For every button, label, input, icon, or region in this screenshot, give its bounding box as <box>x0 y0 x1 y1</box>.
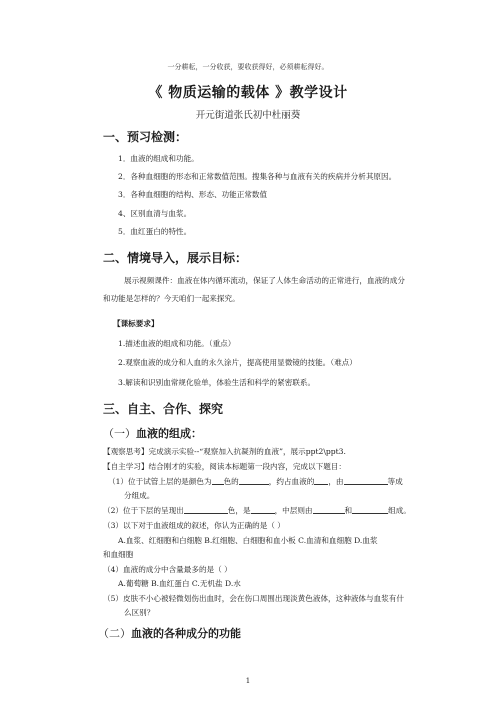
subsection-title <box>103 425 202 441</box>
answer-blank[interactable] <box>344 476 388 485</box>
section1-item: 1．血液的组成和功能。 <box>118 154 199 163</box>
section1-item: 2．各种血细胞的形态和正常数值范围。搜集各种与血液有关的疾病并分析其原因。 <box>118 172 397 181</box>
question-1-cont: 分组成。 <box>124 491 155 500</box>
question-2: （2）位于下层的呈现出 色，是 ，中层则由 和 组成。 <box>103 506 411 515</box>
answer-blank[interactable] <box>212 476 224 485</box>
subsection-prefix: （二） <box>98 627 131 640</box>
answer-blank[interactable] <box>314 476 328 485</box>
question-5: （5）皮肤不小心被轻微划伤出血时，会在伤口周围出现淡黄色液体，这种液体与血浆有什 <box>103 594 404 603</box>
answer-blank[interactable] <box>313 505 345 514</box>
answer-blank[interactable] <box>184 505 228 514</box>
page-number: 1 <box>245 677 251 685</box>
intro-line: 和功能是怎样的？今天咱们一起来探究。 <box>103 294 240 303</box>
question-1: （1）位于试管上层的是颜色为 色的 ，约占血液的 ，由 等成 <box>108 477 403 486</box>
standard-label: 【课标要求】 <box>113 319 159 328</box>
section1-item: 3．各种血细胞的结构、形态、功能正常数值 <box>118 190 268 199</box>
subsection-prefix: （一） <box>103 427 136 440</box>
question-4-options: A.葡萄糖 B.血红蛋白 C.无机盐 D.水 <box>118 579 241 588</box>
question-3: （3）以下对于血液组成的叙述，你认为正确的是（ ） <box>103 521 285 530</box>
author-line: 开元街道张氏初中杜丽葵 <box>195 110 301 121</box>
answer-blank[interactable] <box>239 476 269 485</box>
subsection-text: 血液的组成： <box>136 427 202 440</box>
observe-line: 【观察思考】完成演示实验--“观察加入抗凝剂的血液”，展示ppt2\ppt3. <box>103 447 346 456</box>
intro-line: 展示视频课件：血液在体内循环流动，保证了人体生命活动的正常进行，血液的成分 <box>124 276 405 285</box>
section1-item: 4、区别血清与血浆。 <box>118 209 192 218</box>
subsection-text: 血液的各种成分的功能 <box>131 627 241 640</box>
question-3-options-cont: 和血细胞 <box>103 550 134 559</box>
answer-blank[interactable] <box>352 505 388 514</box>
question-4: （4）血液的成分中含量最多的是（ ） <box>103 565 232 574</box>
section1-item: 5．血红蛋白的特性。 <box>118 227 192 236</box>
question-3-options: A.血浆、红细胞和白细胞 B.红细胞、白细胞和血小板 C.血清和血细胞 D.血浆 <box>118 536 378 545</box>
answer-blank[interactable] <box>251 505 275 514</box>
goal-item: 3.解读和识别血常规化验单，体验生活和科学的紧密联系。 <box>118 378 316 387</box>
goal-item: 2.观察血液的成分和人血的永久涂片，提高使用显微镜的技能。（难点） <box>118 358 357 367</box>
question-5-cont: 么区别？ <box>124 608 155 617</box>
section2-heading: 二、情境导入，展示目标： <box>103 251 248 265</box>
section3-heading: 三、自主、合作、探究 <box>103 402 224 416</box>
self-study-line: 【自主学习】结合刚才的实验，阅读本标题第一段内容，完成以下题目： <box>103 462 346 471</box>
document-title: 《 物质运输的载体 》教学设计 <box>148 85 348 101</box>
subsection-title <box>98 625 241 641</box>
goal-item: 1.描述血液的组成和功能。（重点） <box>118 339 236 348</box>
section1-heading: 一、预习检测： <box>103 130 188 144</box>
header-motto: 一分耕耘，一分收获，要收获得好，必须耕耘得好。 <box>167 63 329 71</box>
